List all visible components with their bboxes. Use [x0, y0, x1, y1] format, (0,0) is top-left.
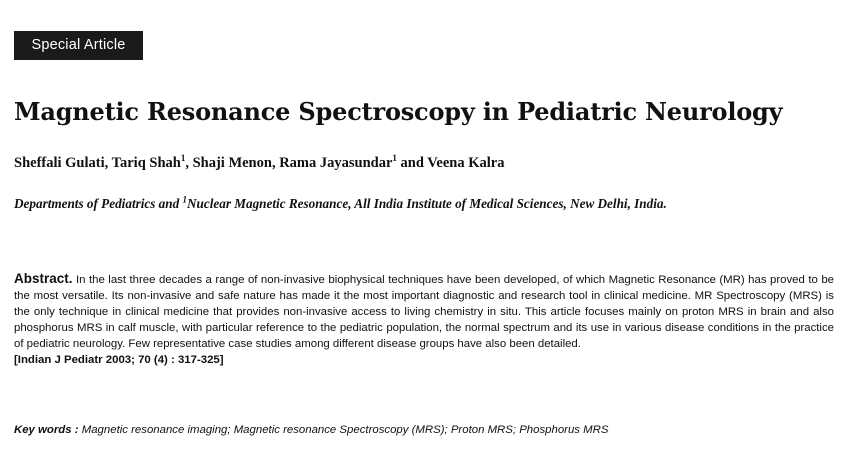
author-separator: ,	[185, 155, 193, 171]
author-name: Veena Kalra	[427, 155, 505, 171]
affiliation	[14, 195, 824, 213]
affiliation-mark: 1	[182, 194, 188, 205]
abstract-label: Abstract.	[14, 271, 73, 286]
author-separator: and	[396, 155, 428, 171]
citation: [Indian J Pediatr 2003; 70 (4) : 317-325]	[14, 354, 224, 367]
keywords-text: Magnetic resonance imaging; Magnetic resonance Spectroscopy (MRS); Proton MRS; Phosphorus MRS	[81, 424, 609, 436]
abstract	[14, 271, 834, 369]
affiliation-text: Nuclear Magnetic Resonance, All India Institute of Medical Sciences, New Delhi, India.	[187, 196, 667, 211]
affiliation-text: Departments of Pediatrics and	[14, 196, 183, 211]
abstract-text: In the last three decades a range of non-invasive biophysical techniques have been developed, of which Magnetic Resonance (MR) has proved to be the most versatile. Its non-invasive and safe nature has made it the most important diagnostic and research tool in clinical medicine. MR Spectroscopy (MRS) is the only technique in clinical medicine that provides non-invasive access to living chemistry in situ. This article focuses mainly on proton MRS in brain and also phosphorus MRS in calf muscle, with particular reference to the pediatric population, the normal spectrum and its use in various disease conditions in the practice of pediatric neurology. Few representative case studies among different disease groups have also been detailed.	[14, 274, 834, 351]
author-separator: ,	[271, 155, 280, 171]
affiliation-mark: 1	[392, 153, 397, 164]
author-name: Shaji Menon	[192, 155, 272, 171]
author-name: Rama Jayasundar	[279, 155, 393, 171]
article-type-label: Special Article	[14, 31, 143, 60]
keywords-label: Key words :	[14, 424, 79, 436]
author-name: Tariq Shah	[111, 155, 181, 171]
author-list	[14, 154, 504, 172]
author-separator: ,	[104, 155, 112, 171]
author-name: Sheffali Gulati	[14, 155, 105, 171]
affiliation-mark: 1	[180, 153, 186, 164]
keywords	[14, 422, 834, 438]
article-title: Magnetic Resonance Spectroscopy in Pediatric Neurology	[14, 97, 783, 126]
